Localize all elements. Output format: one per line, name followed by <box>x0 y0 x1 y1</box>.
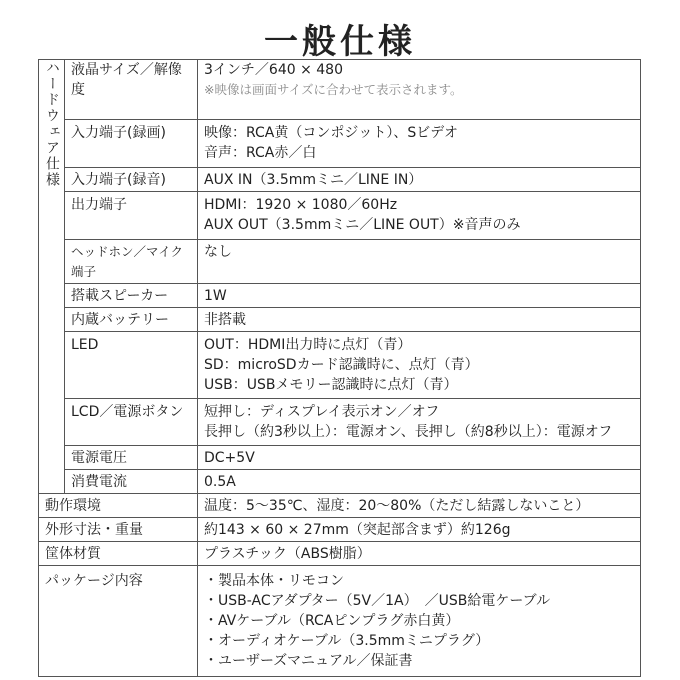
row-label: パッケージ内容 <box>39 566 198 677</box>
row-label: 筐体材質 <box>39 542 198 566</box>
table-row <box>39 284 641 308</box>
value-note: ※映像は画面サイズに合わせて表示されます。 <box>204 82 463 97</box>
row-label: 入力端子(録画) <box>65 120 198 168</box>
row-label: 消費電流 <box>65 470 198 494</box>
row-label: LCD／電源ボタン <box>65 399 198 446</box>
row-value <box>198 566 641 677</box>
row-value: なし <box>198 240 641 284</box>
value-line: USB：USBメモリー認識時に点灯（青） <box>204 377 458 393</box>
row-value <box>198 332 641 399</box>
row-label: 電源電圧 <box>65 446 198 470</box>
row-label: 外形寸法・重量 <box>39 518 198 542</box>
row-value: 非搭載 <box>198 308 641 332</box>
table-row <box>39 399 641 446</box>
value-line: HDMI：1920 × 1080／60Hz <box>204 197 398 213</box>
table-row <box>39 240 641 284</box>
row-label: 入力端子(録音) <box>65 168 198 192</box>
value-line: 長押し（約3秒以上）：電源オン、長押し（約8秒以上）：電源オフ <box>204 424 613 440</box>
value-line: SD：microSDカード認識時に、点灯（青） <box>204 357 479 373</box>
value-line: ・USB-ACアダプター（5V／1A） ／USB給電ケーブル <box>204 593 551 609</box>
table-row <box>39 332 641 399</box>
row-value <box>198 399 641 446</box>
table-row <box>39 542 641 566</box>
hardware-label-text: ハードウェア仕様 <box>44 60 60 188</box>
row-value <box>198 60 641 120</box>
value-line: 映像：RCA黄（コンポジット）、Sビデオ <box>204 125 458 141</box>
row-label: 液晶サイズ／解像度 <box>65 60 198 120</box>
value-line: OUT：HDMI出力時に点灯（青） <box>204 337 412 353</box>
row-value: 1W <box>198 284 641 308</box>
value-line: 3インチ／640 × 480 <box>204 62 343 78</box>
row-value: DC+5V <box>198 446 641 470</box>
table-row <box>39 60 641 120</box>
table-row <box>39 192 641 240</box>
page-title: 一般仕様 <box>264 22 416 62</box>
value-line: ・製品本体・リモコン <box>204 573 344 589</box>
row-label: 内蔵バッテリー <box>65 308 198 332</box>
row-label: 動作環境 <box>39 494 198 518</box>
table-row <box>39 168 641 192</box>
table-row <box>39 120 641 168</box>
row-label: LED <box>65 332 198 399</box>
value-line: ・AVケーブル（RCAピンプラグ赤白黄） <box>204 613 460 629</box>
hardware-section-label <box>39 60 65 494</box>
row-label: 出力端子 <box>65 192 198 240</box>
table-row <box>39 494 641 518</box>
row-value <box>198 192 641 240</box>
row-label: ヘッドホン／マイク端子 <box>65 240 198 284</box>
row-value: AUX IN（3.5mmミニ／LINE IN） <box>198 168 641 192</box>
value-line: ・ユーザーズマニュアル／保証書 <box>204 653 413 669</box>
value-line: AUX OUT（3.5mmミニ／LINE OUT）※音声のみ <box>204 217 521 233</box>
row-value: 0.5A <box>198 470 641 494</box>
spec-table <box>38 59 641 677</box>
table-row <box>39 566 641 677</box>
value-line: ・オーディオケーブル（3.5mmミニプラグ） <box>204 633 490 649</box>
table-row <box>39 518 641 542</box>
value-line: 音声：RCA赤／白 <box>204 145 317 161</box>
value-line: 短押し：ディスプレイ表示オン／オフ <box>204 404 440 420</box>
table-row <box>39 308 641 332</box>
row-value: 温度：5～35℃、湿度：20～80%（ただし結露しないこと） <box>198 494 641 518</box>
table-row <box>39 470 641 494</box>
row-value <box>198 120 641 168</box>
row-value: プラスチック（ABS樹脂） <box>198 542 641 566</box>
row-value: 約143 × 60 × 27mm（突起部含まず）約126g <box>198 518 641 542</box>
table-row <box>39 446 641 470</box>
row-label: 搭載スピーカー <box>65 284 198 308</box>
